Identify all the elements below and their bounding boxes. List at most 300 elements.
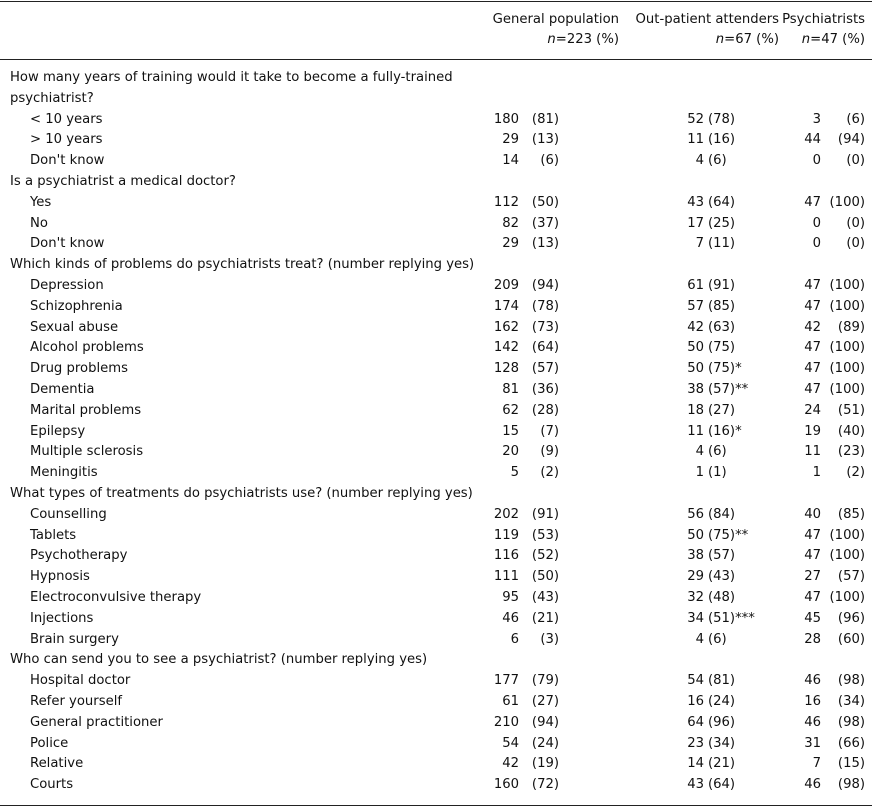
percent-value: (6): [846, 111, 865, 127]
percent-value: (3): [540, 631, 559, 647]
header-rule: [0, 59, 872, 60]
general-population-cell: [491, 422, 559, 443]
count-value: 112: [493, 194, 519, 210]
row-label: Epilepsy: [30, 423, 86, 439]
general-population-cell: [491, 713, 559, 734]
count-value: 38: [687, 381, 704, 397]
question-row: [0, 484, 873, 505]
row-label: Refer yourself: [30, 693, 122, 709]
outpatient-cell: [678, 692, 748, 713]
outpatient-cell: [678, 422, 748, 443]
column-title: Out-patient attenders: [635, 12, 779, 27]
percent-value: (6): [708, 444, 727, 460]
table-bottom-rule: [0, 805, 872, 806]
table-row: [0, 734, 873, 755]
psychiatrists-cell: [799, 588, 865, 609]
count-value: 42: [502, 756, 519, 772]
percent-value: (37): [531, 215, 559, 231]
count-value: 46: [502, 610, 519, 626]
general-population-cell: [491, 359, 559, 380]
row-label: Alcohol problems: [30, 340, 144, 356]
count-value: 4: [695, 631, 704, 647]
psychiatrists-cell: [799, 630, 865, 651]
general-population-cell: [491, 234, 559, 255]
percent-value: (34): [708, 735, 736, 751]
row-label: Multiple sclerosis: [30, 444, 144, 460]
percent-value: (36): [531, 381, 559, 397]
table-row: [0, 526, 873, 547]
row-label: Don't know: [30, 153, 105, 169]
row-label: Police: [30, 735, 69, 751]
general-population-cell: [491, 130, 559, 151]
percent-value: (64): [708, 194, 736, 210]
row-label: < 10 years: [30, 111, 103, 127]
table-row: [0, 546, 873, 567]
percent-value: (85): [708, 298, 736, 314]
count-value: 32: [687, 589, 704, 605]
count-value: 18: [687, 402, 704, 418]
table-row: [0, 505, 873, 526]
percent-value: (81): [531, 111, 559, 127]
percent-value: (24): [708, 693, 736, 709]
row-label: Counselling: [30, 506, 107, 522]
percent-value: (100): [829, 194, 865, 210]
question-text: Who can send you to see a psychiatrist? (number replying yes): [10, 652, 428, 668]
percent-value: (9): [540, 444, 559, 460]
percent-value: (100): [829, 381, 865, 397]
outpatient-cell: [678, 359, 748, 380]
count-value: 47: [804, 277, 821, 293]
percent-value: (16)*: [708, 423, 742, 439]
count-value: 111: [493, 569, 519, 585]
percent-value: (52): [531, 548, 559, 564]
count-value: 47: [804, 194, 821, 210]
row-label: Hospital doctor: [30, 673, 131, 689]
general-population-cell: [491, 463, 559, 484]
count-value: 31: [804, 735, 821, 751]
outpatient-cell: [678, 276, 748, 297]
count-value: 46: [804, 714, 821, 730]
column-n: n=47 (%): [801, 32, 865, 47]
general-population-cell: [491, 338, 559, 359]
percent-value: (48): [708, 589, 736, 605]
row-label: No: [30, 215, 48, 231]
percent-value: (57): [531, 361, 559, 377]
count-value: 47: [804, 589, 821, 605]
general-population-cell: [491, 754, 559, 775]
outpatient-cell: [678, 401, 748, 422]
count-value: 47: [804, 527, 821, 543]
percent-value: (78): [708, 111, 736, 127]
psychiatrists-cell: [799, 193, 865, 214]
percent-value: (66): [837, 735, 865, 751]
psychiatrists-cell: [799, 692, 865, 713]
row-label: Schizophrenia: [30, 298, 123, 314]
percent-value: (25): [708, 215, 736, 231]
percent-value: (43): [531, 589, 559, 605]
count-value: 29: [687, 569, 704, 585]
percent-value: (85): [837, 506, 865, 522]
count-value: 5: [510, 465, 519, 481]
general-population-cell: [491, 526, 559, 547]
count-value: 1: [812, 465, 821, 481]
percent-value: (13): [531, 132, 559, 148]
percent-value: (16): [708, 132, 736, 148]
column-n: n=67 (%): [715, 32, 779, 47]
percent-value: (27): [531, 693, 559, 709]
outpatient-cell: [678, 463, 748, 484]
percent-value: (100): [829, 298, 865, 314]
percent-value: (53): [531, 527, 559, 543]
percent-value: (7): [540, 423, 559, 439]
psychiatrists-cell: [799, 234, 865, 255]
general-population-cell: [491, 151, 559, 172]
count-value: 11: [687, 132, 704, 148]
count-value: 64: [687, 714, 704, 730]
column-header-psychiatrists: [782, 10, 865, 50]
percent-value: (94): [837, 132, 865, 148]
table-row: [0, 775, 873, 796]
outpatient-cell: [678, 754, 748, 775]
table-row: [0, 567, 873, 588]
percent-value: (0): [846, 215, 865, 231]
outpatient-cell: [678, 734, 748, 755]
row-label: Don't know: [30, 236, 105, 252]
psychiatrists-cell: [799, 338, 865, 359]
psychiatrists-cell: [799, 609, 865, 630]
count-value: 62: [502, 402, 519, 418]
percent-value: (79): [531, 673, 559, 689]
table-row: [0, 276, 873, 297]
table-row: [0, 630, 873, 651]
count-value: 47: [804, 298, 821, 314]
table-row: [0, 110, 873, 131]
count-value: 42: [687, 319, 704, 335]
general-population-cell: [491, 318, 559, 339]
question-text: What types of treatments do psychiatrists use? (number replying yes): [10, 485, 473, 501]
table-row: [0, 151, 873, 172]
percent-value: (94): [531, 277, 559, 293]
count-value: 6: [510, 631, 519, 647]
question-row: [0, 255, 873, 276]
outpatient-cell: [678, 338, 748, 359]
count-value: 3: [812, 111, 821, 127]
outpatient-cell: [678, 526, 748, 547]
count-value: 177: [493, 673, 519, 689]
table-row: [0, 588, 873, 609]
psychiatrists-cell: [799, 110, 865, 131]
count-value: 20: [502, 444, 519, 460]
table-row: [0, 380, 873, 401]
psychiatrists-cell: [799, 671, 865, 692]
count-value: 0: [812, 215, 821, 231]
general-population-cell: [491, 193, 559, 214]
count-value: 16: [687, 693, 704, 709]
outpatient-cell: [678, 713, 748, 734]
count-value: 47: [804, 381, 821, 397]
table-row: [0, 401, 873, 422]
row-label: Electroconvulsive therapy: [30, 589, 202, 605]
psychiatrists-cell: [799, 318, 865, 339]
percent-value: (64): [531, 340, 559, 356]
percent-value: (6): [708, 153, 727, 169]
row-label: Psychotherapy: [30, 548, 128, 564]
general-population-cell: [491, 692, 559, 713]
percent-value: (2): [846, 465, 865, 481]
count-value: 43: [687, 777, 704, 793]
general-population-cell: [491, 401, 559, 422]
psychiatrists-cell: [799, 546, 865, 567]
count-value: 38: [687, 548, 704, 564]
count-value: 54: [502, 735, 519, 751]
row-label: Injections: [30, 610, 94, 626]
percent-value: (21): [531, 610, 559, 626]
outpatient-cell: [678, 214, 748, 235]
count-value: 119: [493, 527, 519, 543]
count-value: 7: [695, 236, 704, 252]
count-value: 46: [804, 673, 821, 689]
psychiatrists-cell: [799, 151, 865, 172]
count-value: 180: [493, 111, 519, 127]
question-text: Is a psychiatrist a medical doctor?: [10, 173, 236, 189]
count-value: 15: [502, 423, 519, 439]
percent-value: (19): [531, 756, 559, 772]
count-value: 4: [695, 153, 704, 169]
count-value: 160: [493, 777, 519, 793]
psychiatrists-cell: [799, 401, 865, 422]
count-value: 40: [804, 506, 821, 522]
count-value: 47: [804, 361, 821, 377]
question-row: [0, 68, 873, 110]
psychiatrists-cell: [799, 442, 865, 463]
general-population-cell: [491, 214, 559, 235]
count-value: 11: [804, 444, 821, 460]
percent-value: (91): [708, 277, 736, 293]
percent-value: (51)***: [708, 610, 755, 626]
percent-value: (96): [837, 610, 865, 626]
percent-value: (6): [708, 631, 727, 647]
outpatient-cell: [678, 671, 748, 692]
count-value: 57: [687, 298, 704, 314]
percent-value: (98): [837, 714, 865, 730]
count-value: 11: [687, 423, 704, 439]
percent-value: (75): [708, 340, 736, 356]
outpatient-cell: [678, 609, 755, 630]
count-value: 23: [687, 735, 704, 751]
general-population-cell: [491, 276, 559, 297]
general-population-cell: [491, 671, 559, 692]
percent-value: (91): [531, 506, 559, 522]
table-row: [0, 359, 873, 380]
psychiatrists-cell: [799, 130, 865, 151]
row-label: Tablets: [30, 527, 77, 543]
percent-value: (28): [531, 402, 559, 418]
table-row: [0, 442, 873, 463]
percent-value: (40): [837, 423, 865, 439]
general-population-cell: [491, 567, 559, 588]
percent-value: (98): [837, 777, 865, 793]
psychiatrists-cell: [799, 567, 865, 588]
percent-value: (100): [829, 340, 865, 356]
count-value: 162: [493, 319, 519, 335]
percent-value: (43): [708, 569, 736, 585]
percent-value: (51): [837, 402, 865, 418]
column-header-general-population: [493, 10, 619, 50]
psychiatrists-cell: [799, 505, 865, 526]
table-body: [0, 68, 873, 796]
count-value: 47: [804, 340, 821, 356]
table-row: [0, 130, 873, 151]
general-population-cell: [491, 380, 559, 401]
table-row: [0, 713, 873, 734]
percent-value: (27): [708, 402, 736, 418]
table-row: [0, 692, 873, 713]
row-label: Dementia: [30, 381, 95, 397]
psychiatrists-cell: [799, 380, 865, 401]
table-row: [0, 463, 873, 484]
outpatient-cell: [678, 380, 748, 401]
percent-value: (84): [708, 506, 736, 522]
count-value: 202: [493, 506, 519, 522]
percent-value: (72): [531, 777, 559, 793]
percent-value: (21): [708, 756, 736, 772]
psychiatrists-cell: [799, 214, 865, 235]
row-label: Hypnosis: [30, 569, 90, 585]
count-value: 142: [493, 340, 519, 356]
count-value: 14: [687, 756, 704, 772]
psychiatrists-cell: [799, 754, 865, 775]
outpatient-cell: [678, 775, 748, 796]
percent-value: (100): [829, 548, 865, 564]
percent-value: (100): [829, 527, 865, 543]
percent-value: (50): [531, 194, 559, 210]
percent-value: (94): [531, 714, 559, 730]
percent-value: (81): [708, 673, 736, 689]
table-row: [0, 422, 873, 443]
percent-value: (57): [708, 548, 736, 564]
table-row: [0, 609, 873, 630]
count-value: 29: [502, 236, 519, 252]
question-row: [0, 172, 873, 193]
question-row: [0, 650, 873, 671]
outpatient-cell: [678, 193, 748, 214]
outpatient-cell: [678, 505, 748, 526]
count-value: 128: [493, 361, 519, 377]
count-value: 56: [687, 506, 704, 522]
count-value: 50: [687, 340, 704, 356]
outpatient-cell: [678, 442, 748, 463]
question-text: Which kinds of problems do psychiatrists treat? (number replying yes): [10, 257, 475, 273]
table-row: [0, 297, 873, 318]
percent-value: (1): [708, 465, 727, 481]
general-population-cell: [491, 546, 559, 567]
percent-value: (57): [837, 569, 865, 585]
psychiatrists-cell: [799, 463, 865, 484]
percent-value: (78): [531, 298, 559, 314]
count-value: 47: [804, 548, 821, 564]
psychiatrists-cell: [799, 526, 865, 547]
count-value: 81: [502, 381, 519, 397]
general-population-cell: [491, 775, 559, 796]
outpatient-cell: [678, 151, 748, 172]
general-population-cell: [491, 297, 559, 318]
row-label: Meningitis: [30, 465, 98, 481]
percent-value: (34): [837, 693, 865, 709]
percent-value: (100): [829, 361, 865, 377]
outpatient-cell: [678, 588, 748, 609]
table-top-rule: [0, 1, 872, 2]
count-value: 210: [493, 714, 519, 730]
percent-value: (64): [708, 777, 736, 793]
psychiatrists-cell: [799, 297, 865, 318]
percent-value: (57)**: [708, 381, 749, 397]
outpatient-cell: [678, 110, 748, 131]
percent-value: (15): [837, 756, 865, 772]
outpatient-cell: [678, 567, 748, 588]
percent-value: (24): [531, 735, 559, 751]
row-label: Marital problems: [30, 402, 142, 418]
table-row: [0, 318, 873, 339]
percent-value: (11): [708, 236, 736, 252]
row-label: General practitioner: [30, 714, 163, 730]
percent-value: (2): [540, 465, 559, 481]
outpatient-cell: [678, 546, 748, 567]
table-row: [0, 338, 873, 359]
count-value: 43: [687, 194, 704, 210]
column-title: General population: [492, 12, 619, 27]
table-row: [0, 754, 873, 775]
table-row: [0, 671, 873, 692]
count-value: 28: [804, 631, 821, 647]
count-value: 7: [812, 756, 821, 772]
general-population-cell: [491, 110, 559, 131]
count-value: 174: [493, 298, 519, 314]
count-value: 4: [695, 444, 704, 460]
percent-value: (73): [531, 319, 559, 335]
column-title: Psychiatrists: [782, 12, 865, 27]
row-label: > 10 years: [30, 132, 103, 148]
count-value: 50: [687, 527, 704, 543]
percent-value: (98): [837, 673, 865, 689]
row-label: Relative: [30, 756, 84, 772]
percent-value: (75)*: [708, 361, 742, 377]
psychiatrists-cell: [799, 713, 865, 734]
general-population-cell: [491, 734, 559, 755]
psychiatrists-cell: [799, 775, 865, 796]
count-value: 1: [695, 465, 704, 481]
count-value: 14: [502, 153, 519, 169]
count-value: 54: [687, 673, 704, 689]
count-value: 0: [812, 153, 821, 169]
outpatient-cell: [678, 318, 748, 339]
count-value: 0: [812, 236, 821, 252]
psychiatrists-cell: [799, 359, 865, 380]
percent-value: (60): [837, 631, 865, 647]
psychiatrists-cell: [799, 422, 865, 443]
count-value: 24: [804, 402, 821, 418]
count-value: 45: [804, 610, 821, 626]
percent-value: (63): [708, 319, 736, 335]
table-row: [0, 234, 873, 255]
count-value: 61: [502, 693, 519, 709]
count-value: 42: [804, 319, 821, 335]
question-text: How many years of training would it take to become a fully-trained psychiatrist?: [10, 70, 453, 106]
outpatient-cell: [678, 234, 748, 255]
general-population-cell: [491, 505, 559, 526]
column-n: n=223 (%): [547, 32, 619, 47]
percent-value: (96): [708, 714, 736, 730]
general-population-cell: [491, 630, 559, 651]
